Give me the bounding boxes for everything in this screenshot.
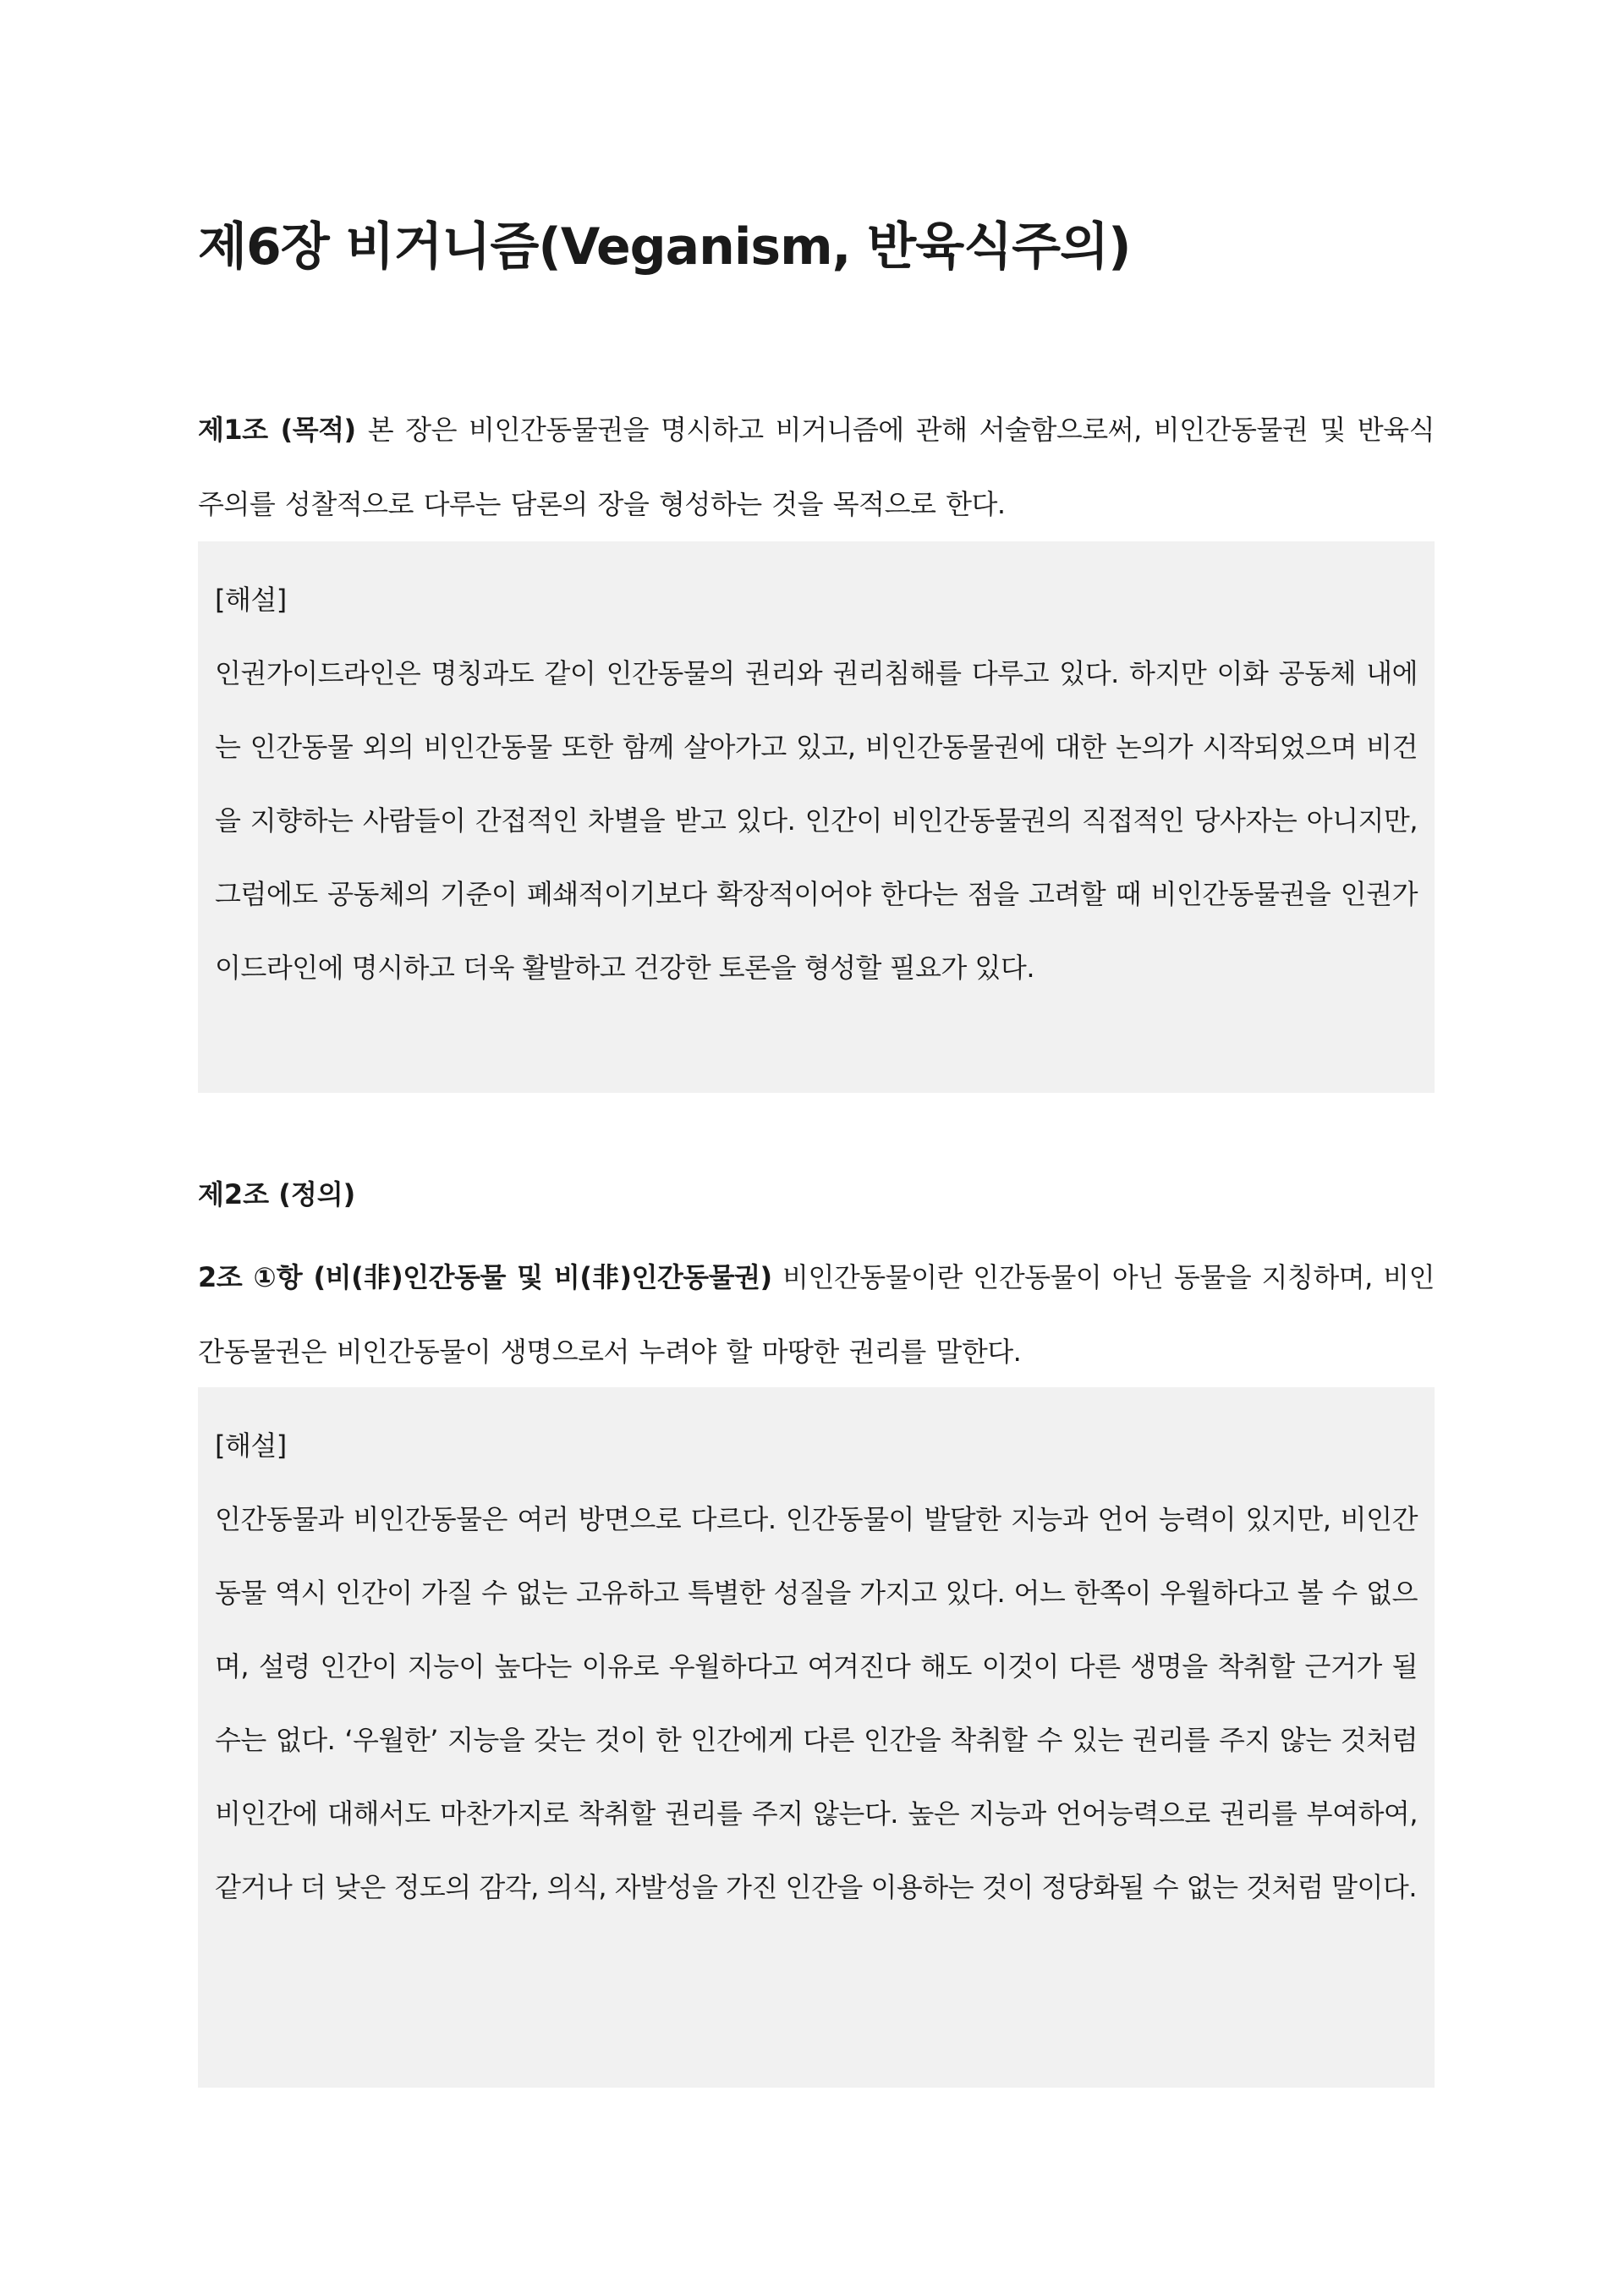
article-1-commentary-text: 인권가이드라인은 명칭과도 같이 인간동물의 권리와 권리침해를 다루고 있다. 하지만 이화 공동체 내에는 인간동물 외의 비인간동물 또한 함께 살아가고 있고, 비인간동물권에 대한 논의가 시작되었으며 비건을 지향하는 사람들이 간접적인 차별을 받고 있다. 인간이 비인간동물권의 직접적인 당사자는 아니지만, 그럼에도 공동체의 기준이 폐쇄적이기보다 확장적이어야 한다는 점을 고려할 때 비인간동물권을 인권가이드라인에 명시하고 더욱 활발하고 건강한 토론을 형성할 필요가 있다. xyxy=(215,657,1418,984)
article-1-commentary-box xyxy=(198,541,1435,1093)
article-2-clause-1-heading: 2조 ①항 (비(非)인간동물 및 비(非)인간동물권) xyxy=(198,1261,772,1293)
article-2-commentary-label: [해설] xyxy=(215,1430,287,1462)
chapter-title: 제6장 비거니즘(Veganism, 반육식주의) xyxy=(198,217,1131,277)
article-1-paragraph xyxy=(198,392,1435,541)
article-1-heading: 제1조 (목적) xyxy=(198,414,356,446)
article-2-heading: 제2조 (정의) xyxy=(198,1178,356,1210)
article-2-commentary-box xyxy=(198,1387,1435,2088)
article-2-clause-1-paragraph xyxy=(198,1240,1435,1389)
article-2-commentary-text: 인간동물과 비인간동물은 여러 방면으로 다르다. 인간동물이 발달한 지능과 언어 능력이 있지만, 비인간동물 역시 인간이 가질 수 없는 고유하고 특별한 성질을 가지고 있다. 어느 한쪽이 우월하다고 볼 수 없으며, 설령 인간이 지능이 높다는 이유로 우월하다고 여겨진다 해도 이것이 다른 생명을 착취할 근거가 될 수는 없다. ‘우월한’ 지능을 갖는 것이 한 인간에게 다른 인간을 착취할 수 있는 권리를 주지 않는 것처럼 비인간에 대해서도 마찬가지로 착취할 권리를 주지 않는다. 높은 지능과 언어능력으로 권리를 부여하여, 같거나 더 낮은 정도의 감각, 의식, 자발성을 가진 인간을 이용하는 것이 정당화될 수 없는 것처럼 말이다. xyxy=(215,1503,1418,1903)
article-1-body: 본 장은 비인간동물권을 명시하고 비거니즘에 관해 서술함으로써, 비인간동물권 및 반육식주의를 성찰적으로 다루는 담론의 장을 형성하는 것을 목적으로 한다. xyxy=(198,414,1435,520)
article-1-commentary-label: [해설] xyxy=(215,584,287,616)
article-2-clause-1-body: 비인간동물이란 인간동물이 아닌 동물을 지칭하며, 비인간동물권은 비인간동물이 생명으로서 누려야 할 마땅한 권리를 말한다. xyxy=(198,1261,1435,1368)
